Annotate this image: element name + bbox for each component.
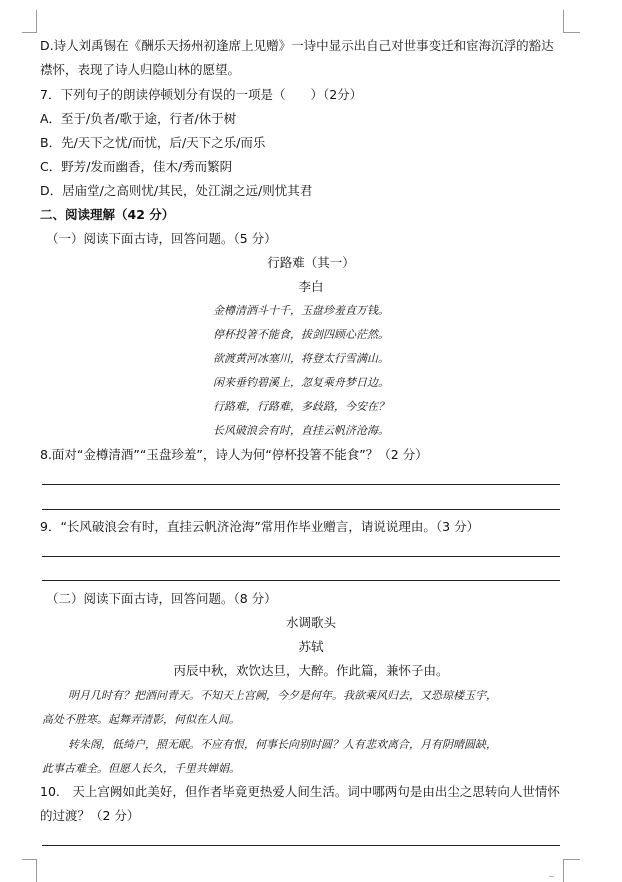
poem1-line: 停杯投箸不能食，拔剑四顾心茫然。 xyxy=(213,328,389,341)
poem1-line: 闲来垂钓碧溪上，忽复乘舟梦日边。 xyxy=(213,376,389,389)
crop-mark-bottom-right xyxy=(563,859,580,882)
poem2-para2-line2: 此事古难全。但愿人长久，千里共婵娟。 xyxy=(42,762,240,775)
poem2-para2-line1: 转朱阁，低绮户，照无眠。不应有恨，何事长向别时圆？人有悲欢离合，月有阴晴圆缺， xyxy=(68,738,497,751)
q6-option-d-line2: 襟怀，表现了诗人归隐山林的愿望。 xyxy=(40,62,241,77)
poem1-line: 长风破浪会有时，直挂云帆济沧海。 xyxy=(213,424,389,437)
q8-answer-line[interactable] xyxy=(42,509,560,510)
poem2-preface: 丙辰中秋，欢饮达旦，大醉。作此篇，兼怀子由。 xyxy=(173,663,449,678)
page-mark: ~ xyxy=(548,872,555,881)
q9-answer-line[interactable] xyxy=(42,556,560,557)
poem2-title: 水调歌头 xyxy=(285,615,336,630)
q7-stem: 7．下列句子的朗读停顿划分有误的一项是（ ）（2分） xyxy=(40,87,363,102)
q7-option-d: D．居庙堂/之高则忧/其民，处江湖之远/则忧其君 xyxy=(40,183,313,198)
poem1-title: 行路难（其一） xyxy=(267,255,355,270)
q7-option-c: C．野芳/发而幽香，佳木/秀而繁阴 xyxy=(40,159,233,174)
poem1-line: 行路难，行路难，多歧路，今安在？ xyxy=(213,400,389,413)
q7-option-b: B．先/天下之忧/而忧，后/天下之乐/而乐 xyxy=(40,135,266,150)
poem2-para1-line1: 明月几时有？把酒问青天。不知天上宫阙，今夕是何年。我欲乘风归去，又恐琼楼玉宇， xyxy=(68,689,497,702)
poem2-para1-line2: 高处不胜寒。起舞弄清影，何似在人间。 xyxy=(42,713,240,726)
crop-mark-top-left xyxy=(22,10,37,33)
q10-answer-line[interactable] xyxy=(42,845,560,846)
part2-instruction: （二）阅读下面古诗，回答问题。（8 分） xyxy=(46,591,277,606)
poem1-line: 金樽清酒斗十千，玉盘珍羞直万钱。 xyxy=(213,304,389,317)
section-heading: 二、阅读理解（42 分） xyxy=(40,207,175,222)
q7-option-a: A．至于/负者/歌于途，行者/休于树 xyxy=(40,111,237,126)
poem2-author: 苏轼 xyxy=(298,639,324,654)
q8-text: 8.面对“金樽清酒”“玉盘珍羞”，诗人为何“停杯投箸不能食”？（2 分） xyxy=(40,447,428,462)
q6-option-d-line1: D.诗人刘禹锡在《酬乐天扬州初逢席上见赠》一诗中显示出自己对世事变迁和宦海沉浮的豁达 xyxy=(40,38,554,53)
q10-line2: 的过渡？（2 分） xyxy=(40,808,140,823)
q8-answer-line[interactable] xyxy=(42,484,560,485)
q10-line1: 10. 天上宫阙如此美好，但作者毕竟更热爱人间生活。词中哪两句是由出尘之思转向人世情怀 xyxy=(40,784,560,799)
poem1-author: 李白 xyxy=(298,279,324,294)
part1-instruction: （一）阅读下面古诗，回答问题。（5 分） xyxy=(46,231,277,246)
q9-answer-line[interactable] xyxy=(42,580,560,581)
crop-mark-bottom-left xyxy=(22,859,37,882)
q9-text: 9．“长风破浪会有时，直挂云帆济沧海”常用作毕业赠言，请说说理由。（3 分） xyxy=(40,519,480,534)
poem1-line: 欲渡黄河冰塞川，将登太行雪满山。 xyxy=(213,352,389,365)
crop-mark-top-right xyxy=(563,10,580,33)
